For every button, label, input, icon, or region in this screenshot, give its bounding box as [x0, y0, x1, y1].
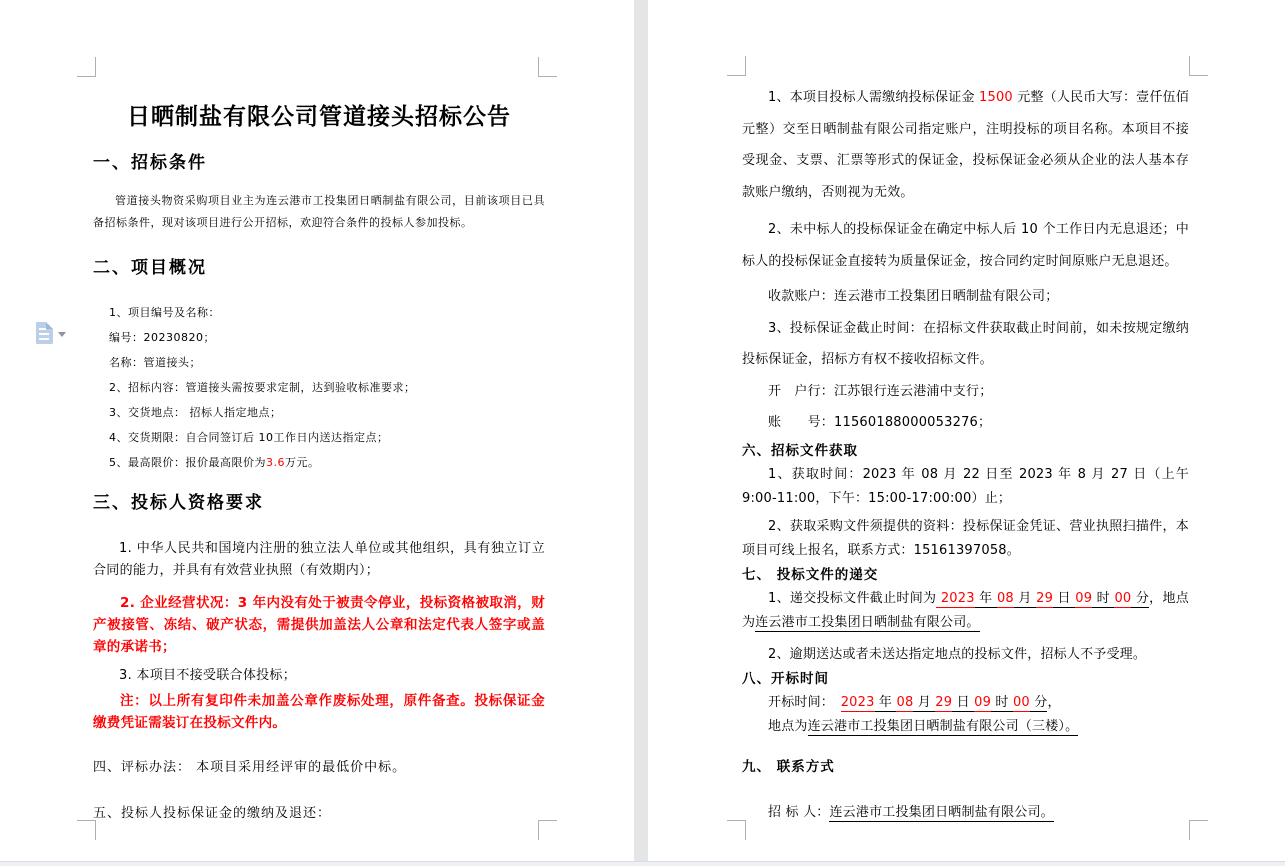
- text-run: 29: [935, 694, 953, 710]
- text-run: 09: [1075, 590, 1093, 606]
- list-item: 3、交货地点： 招标人指定地点；: [109, 406, 282, 419]
- horizontal-scroll-strip[interactable]: [0, 861, 1285, 866]
- bid-opening-time-line: [742, 691, 1189, 715]
- text-run: ，地点为: [742, 590, 1190, 630]
- paste-options-button[interactable]: [34, 320, 70, 348]
- paragraph: 收款账户：连云港市工投集团日晒制盐有限公司；: [768, 289, 1059, 304]
- text-run: 月: [1013, 590, 1037, 606]
- doc-line: [39, 333, 49, 335]
- text-run: 地点为: [768, 718, 808, 734]
- section-heading-9: 九、 联系方式: [742, 758, 835, 775]
- paragraph: 1. 中华人民共和国境内注册的独立法人单位或其他组织，具有独立订立合同的能力，并具有有效营业执照（有效期内）；: [93, 541, 545, 578]
- section-heading-1: 一、招标条件: [93, 153, 207, 173]
- text-run: 08: [996, 590, 1014, 606]
- list-item: 编号：20230820；: [109, 331, 215, 344]
- paragraph: [742, 82, 1189, 208]
- text-run: 年: [974, 590, 997, 606]
- list-item: 2、招标内容：管道接头需按要求定制，达到验收标准要求；: [109, 381, 416, 394]
- paragraph: [742, 587, 1189, 635]
- paragraph: 管道接头物资采购项目业主为连云港市工投集团日晒制盐有限公司，目前该项目已具备招标条件，现对该项目进行公开招标，欢迎符合条件的投标人参加投标。: [93, 194, 545, 229]
- section-heading-7: 七、 投标文件的递交: [742, 566, 879, 583]
- text-run: 08: [896, 694, 914, 710]
- text-run: 2023: [840, 694, 875, 710]
- section-heading-3: 三、投标人资格要求: [93, 493, 264, 513]
- text-run: 1、本项目投标人需缴纳投标保证金: [768, 90, 980, 105]
- list-item: 名称：管道接头；: [109, 356, 201, 369]
- text-run: 5、最高限价：报价最高限价为: [109, 456, 266, 469]
- paste-document-icon: [36, 322, 53, 344]
- text-run: 分: [1029, 694, 1048, 710]
- text-run: 开标时间：: [768, 694, 841, 710]
- text-run: 日: [952, 694, 975, 710]
- text-run: 连云港市工投集团日晒制盐有限公司（三楼）。: [807, 718, 1079, 734]
- text-run: 年: [874, 694, 897, 710]
- text-run: 元整（人民币大写：壹仟伍佰元整）交至日晒制盐有限公司指定账户，注明投标的项目名称。本项目不接受现金、支票、汇票等形式的保证金，投标保证金必须从企业的法人基本存款账户缴纳，否则视为无效。: [742, 90, 1189, 200]
- list-item: 1、项目编号及名称：: [109, 306, 220, 319]
- text-run: 招 标 人：: [768, 804, 830, 820]
- text-run: 时: [991, 694, 1013, 710]
- list-item: 4、交货期限：自合同签订后 10工作日内送达指定点；: [109, 431, 389, 444]
- text-run: 00: [1012, 694, 1030, 710]
- section-heading-8: 八、开标时间: [742, 670, 829, 687]
- bank-name-line: 开 户行：江苏银行连云港浦中支行；: [768, 383, 993, 399]
- paragraph-highlighted: 2. 企业经营状况：3 年内没有处于被责令停业，投标资格被取消，财产被接管、冻结、破产状态，需提供加盖法人公章和法定代表人签字或盖章的承诺书；: [93, 595, 545, 655]
- text-run: 2023: [936, 590, 975, 606]
- tenderer-line: [742, 801, 1189, 825]
- paragraph-highlighted: 注：以上所有复印件未加盖公章作废标处理，原件备查。投标保证金缴费凭证需装订在投标文件内。: [93, 693, 545, 731]
- account-number-line: 账 号：11560188000053276；: [768, 415, 992, 430]
- text-run: 3.6: [266, 456, 285, 469]
- paragraph: 1、获取时间：2023 年 08 月 22 日至 2023 年 8 月 27 日（上午 9:00-11:00，下午：15:00-17:00:00）止；: [742, 466, 1189, 506]
- bid-opening-place-line: [742, 715, 1189, 739]
- text-run: 时: [1092, 590, 1115, 606]
- folded-corner-icon: [46, 322, 53, 329]
- text-run: 1、递交投标文件截止时间为: [768, 590, 937, 606]
- doc-line: [39, 328, 46, 330]
- text-run: 09: [974, 694, 992, 710]
- dropdown-arrow-icon[interactable]: [58, 332, 66, 337]
- paragraph: 3. 本项目不接受联合体投标；: [119, 668, 297, 683]
- doc-line: [39, 338, 49, 340]
- crop-mark-icon: [1189, 56, 1208, 76]
- paragraph: 2、逾期送达或者未送达指定地点的投标文件，招标人不予受理。: [768, 646, 1147, 662]
- section-line-4: 四、评标办法： 本项目采用经评审的最低价中标。: [93, 760, 407, 775]
- text-run: 万元。: [285, 456, 320, 469]
- text-run: 连云港市工投集团日晒制盐有限公司。: [829, 804, 1054, 820]
- text-run: 月: [913, 694, 936, 710]
- document-title: 日晒制盐有限公司管道接头招标公告: [127, 103, 511, 130]
- text-run: 日: [1053, 590, 1076, 606]
- paragraph: 3、投标保证金截止时间：在招标文件获取截止时间前，如未按规定缴纳投标保证金，招标方有权不接收招标文件。: [742, 320, 1189, 367]
- text-run: 00: [1114, 590, 1132, 606]
- text-run: 29: [1036, 590, 1054, 606]
- paragraph: 2、未中标人的投标保证金在确定中标人后 10 个工作日内无息退还；中标人的投标保证金直接转为质量保证金，按合同约定时间原账户无息退还。: [742, 222, 1189, 269]
- section-heading-2: 二、项目概况: [93, 258, 207, 278]
- section-heading-6: 六、招标文件获取: [742, 442, 858, 459]
- text-run: 连云港市工投集团日晒制盐有限公司。: [755, 614, 980, 630]
- page-1-content: [93, 0, 545, 825]
- project-overview-list: [93, 300, 545, 475]
- page-2-content: [742, 0, 1189, 825]
- text-run: ，: [1047, 694, 1061, 710]
- paragraph: 2、获取采购文件须提供的资料：投标保证金凭证、营业执照扫描件，本项目可线上报名，联系方式：15161397058。: [742, 518, 1189, 558]
- text-run: 1500: [979, 90, 1013, 105]
- text-run: 分: [1131, 590, 1150, 606]
- section-line-5: 五、投标人投标保证金的缴纳及退还：: [93, 806, 332, 821]
- list-item: [109, 450, 545, 475]
- crop-mark-icon: [1189, 820, 1208, 840]
